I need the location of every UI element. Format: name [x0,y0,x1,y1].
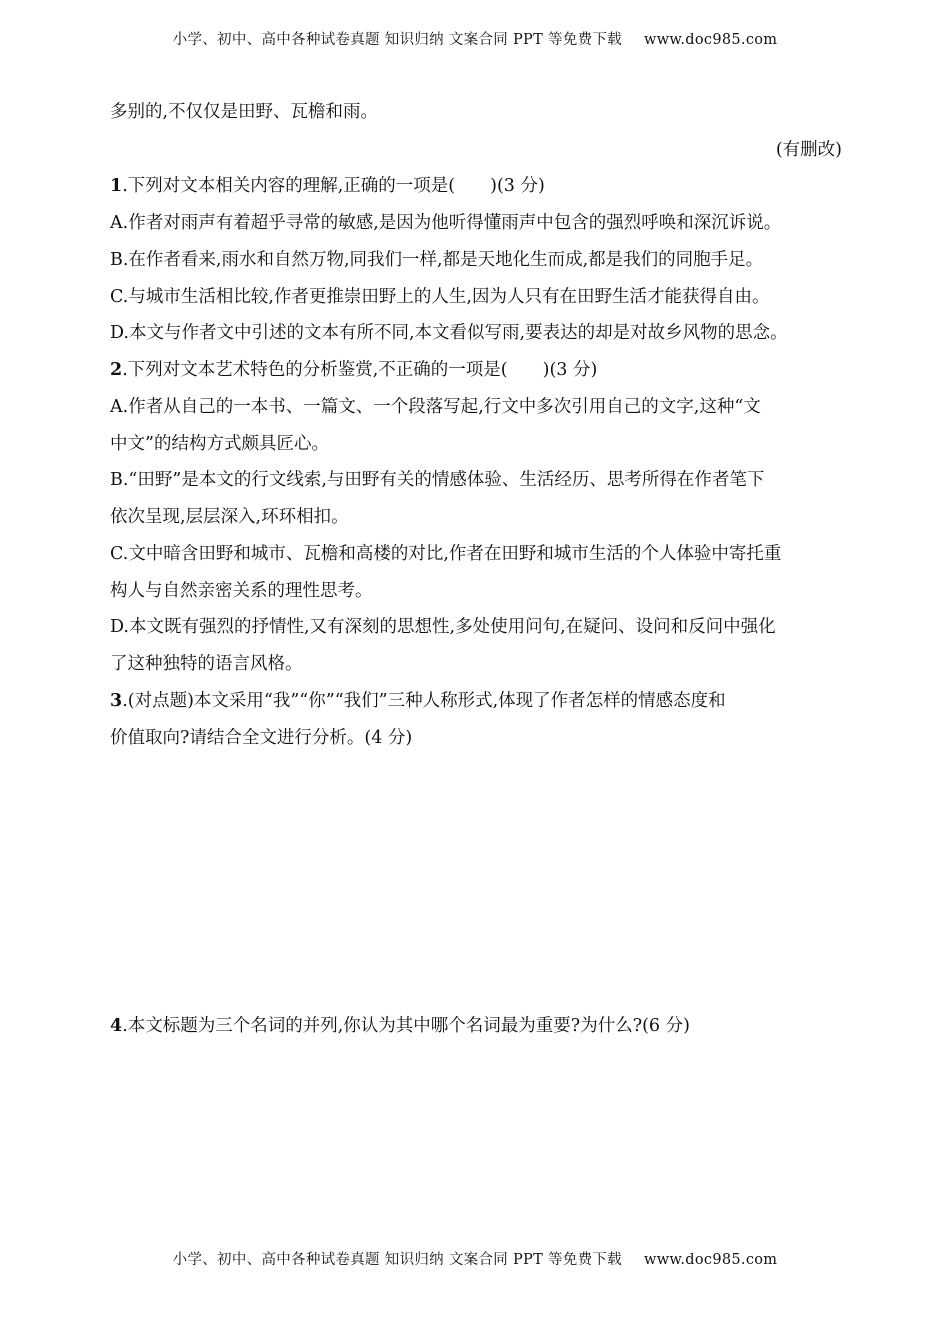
footer-text: 小学、初中、高中各种试卷真题 知识归纳 文案合同 PPT 等免费下载 [172,1252,622,1268]
question-1-stem [110,174,842,198]
question-3-line2: 价值取向?请结合全文进行分析。(4 分) [110,728,413,748]
question-4-number: 4 [110,1016,123,1036]
header-site-link[interactable]: www.doc985.com [643,32,778,48]
page-footer [0,1248,950,1269]
question-2-option-d-line1: D.本文既有强烈的抒情性,又有深刻的思想性,多处使用问句,在疑问、设问和反问中强化 [110,617,776,637]
question-2-option-a-line2: 中文”的结构方式颇具匠心。 [110,434,329,454]
question-2-option-c-line1: C.文中暗含田野和城市、瓦檐和高楼的对比,作者在田野和城市生活的个人体验中寄托重 [110,544,782,564]
question-1-text: .下列对文本相关内容的理解,正确的一项是( )(3 分) [122,176,545,196]
question-2-option-c-line2: 构人与自然亲密关系的理性思考。 [110,581,373,601]
header-text: 小学、初中、高中各种试卷真题 知识归纳 文案合同 PPT 等免费下载 [172,32,622,48]
footer-site-link[interactable]: www.doc985.com [643,1252,778,1268]
question-3-text: .(对点题)本文采用“我”“你”“我们”三种人称形式,体现了作者怎样的情感态度和 [122,691,726,711]
question-2-text: .下列对文本艺术特色的分析鉴赏,不正确的一项是( )(3 分) [122,360,598,380]
question-1-number: 1 [110,176,123,196]
question-2-option-d-line2: 了这种独特的语言风格。 [110,654,303,674]
question-1-option-b: B.在作者看来,雨水和自然万物,同我们一样,都是天地化生而成,都是我们的同胞手足。 [110,250,764,270]
question-4-text: .本文标题为三个名词的并列,你认为其中哪个名词最为重要?为什么?(6 分) [122,1016,690,1036]
question-2-option-a-line1: A.作者从自己的一本书、一篇文、一个段落写起,行文中多次引用自己的文字,这种“文 [110,397,761,417]
question-2-option-b-line1: B.“田野”是本文的行文线索,与田野有关的情感体验、生活经历、思考所得在作者笔下 [110,470,765,490]
source-note: (有删改) [775,140,842,160]
question-2-number: 2 [110,360,123,380]
question-2-stem [110,358,842,382]
question-4-stem [110,1014,842,1038]
question-3-line1 [110,689,842,713]
page-header [0,28,950,49]
passage-end: 多别的,不仅仅是田野、瓦檐和雨。 [110,102,379,122]
question-2-option-b-line2: 依次呈现,层层深入,环环相扣。 [110,507,349,527]
question-1-option-c: C.与城市生活相比较,作者更推崇田野上的人生,因为人只有在田野生活才能获得自由。 [110,287,770,307]
question-3-number: 3 [110,691,123,711]
question-1-option-d: D.本文与作者文中引述的文本有所不同,本文看似写雨,要表达的却是对故乡风物的思念。 [110,323,788,343]
question-1-option-a: A.作者对雨声有着超乎寻常的敏感,是因为他听得懂雨声中包含的强烈呼唤和深沉诉说。 [110,213,782,233]
